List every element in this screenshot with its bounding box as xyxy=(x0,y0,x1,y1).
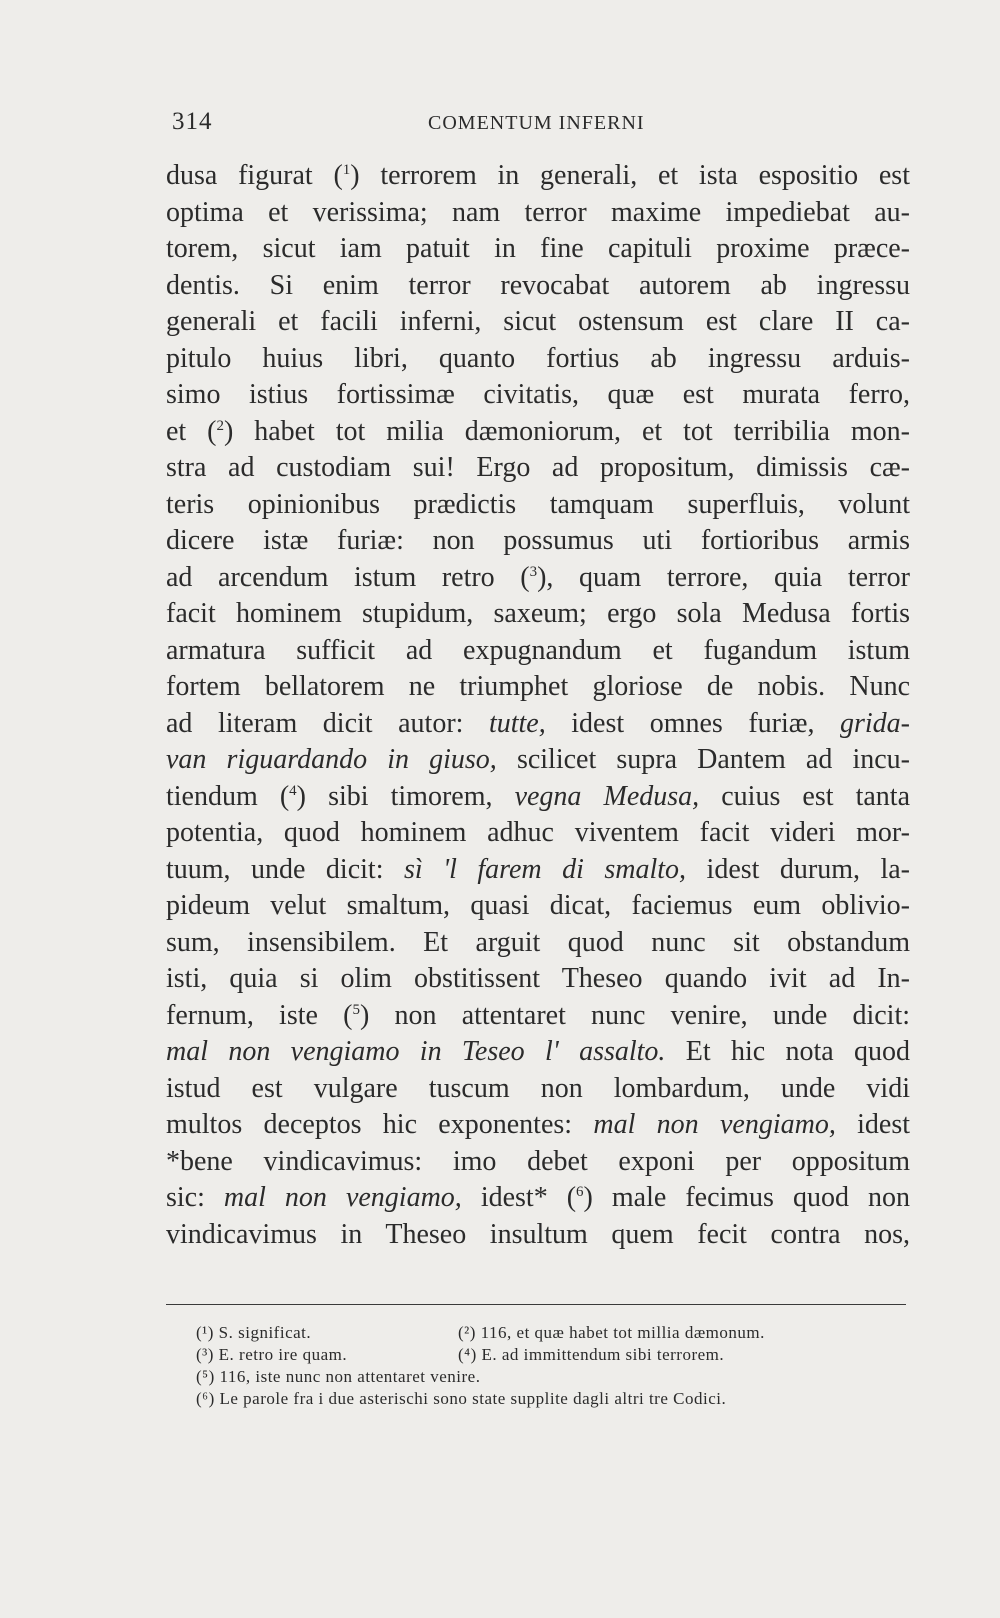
text-line xyxy=(166,523,910,560)
italic-quote: mal non vengiamo in Teseo l' assalto. xyxy=(166,1036,666,1067)
text-run: ) terrorem in generali, et ista espositio est xyxy=(350,160,910,191)
text-run: idest omnes furiæ, xyxy=(545,707,840,739)
text-line xyxy=(166,742,910,779)
text-line xyxy=(166,377,910,414)
italic-quote: mal non vengiamo, xyxy=(223,1182,462,1213)
footnote-marker: 1 xyxy=(342,162,351,178)
text-line xyxy=(166,706,910,743)
text-run: ) non attentaret nunc venire, unde dicit: xyxy=(359,999,910,1031)
commentary-text xyxy=(166,158,910,1253)
text-run: *bene vindicavimus: imo debet exponi per oppositum xyxy=(166,1145,910,1177)
text-line xyxy=(166,925,910,962)
text-run: scilicet supra Dantem ad incu- xyxy=(496,744,910,775)
text-run: ad literam dicit autor: xyxy=(166,707,489,739)
footnote-marker: 2 xyxy=(216,417,224,434)
text-line xyxy=(166,815,910,852)
text-run: tiendum ( xyxy=(166,780,290,812)
footnote-marker: 5 xyxy=(352,1001,360,1018)
footnote-divider xyxy=(166,1304,906,1305)
running-title: COMENTUM INFERNI xyxy=(428,112,645,134)
footnotes xyxy=(196,1322,916,1410)
text-line xyxy=(166,669,910,706)
text-run: istud est vulgare tuscum non lombardum, unde vidi xyxy=(166,1072,910,1104)
text-line xyxy=(166,158,910,195)
footnote-marker: 4 xyxy=(289,782,297,799)
text-run: idest* ( xyxy=(461,1182,577,1213)
text-run: Et hic nota quod xyxy=(665,1036,910,1067)
footnote-row xyxy=(196,1366,916,1388)
text-run: simo istius fortissimæ civitatis, quæ est murata ferro, xyxy=(166,379,910,410)
text-run: multos deceptos hic exponentes: xyxy=(166,1109,594,1140)
text-line xyxy=(166,633,910,670)
text-run: et ( xyxy=(166,415,217,447)
text-line xyxy=(166,341,910,378)
footnote-row xyxy=(196,1344,916,1366)
text-line xyxy=(166,414,910,451)
text-line xyxy=(166,888,910,925)
footnote: (⁶) Le parole fra i due asterischi sono state supplite dagli altri tre Codici. xyxy=(196,1389,727,1408)
italic-quote: grida- xyxy=(840,707,910,739)
footnote: (⁵) 116, iste nunc non attentaret venire. xyxy=(196,1367,481,1386)
italic-quote: sì 'l farem di smalto, xyxy=(403,853,687,885)
footnote-marker: 3 xyxy=(529,563,538,580)
footnote-marker: 6 xyxy=(576,1184,584,1200)
footnote: (⁴) E. ad immittendum sibi terrorem. xyxy=(458,1345,725,1364)
text-run: sic: xyxy=(166,1182,224,1213)
text-run: vindicavimus in Theseo insultum quem fecit contra nos, xyxy=(166,1218,910,1250)
italic-quote: tutte, xyxy=(488,707,546,739)
text-run: fortem bellatorem ne triumphet gloriose de nobis. Nunc xyxy=(166,671,910,702)
footnote-row xyxy=(196,1388,916,1410)
text-run: stra ad custodiam sui! Ergo ad propositum, dimissis cæ- xyxy=(166,452,910,483)
text-run: potentia, quod hominem adhuc viventem facit videri mor- xyxy=(166,817,910,848)
text-run: ) male fecimus quod non xyxy=(583,1182,910,1213)
text-line xyxy=(166,998,910,1035)
text-run: pideum velut smaltum, quasi dicat, faciemus eum oblivio- xyxy=(166,890,910,921)
italic-quote: vegna Medusa, xyxy=(514,780,700,812)
footnote: (³) E. retro ire quam. xyxy=(196,1345,348,1364)
text-line xyxy=(166,560,910,597)
text-run: teris opinionibus prædictis tamquam superfluis, volunt xyxy=(166,488,910,520)
text-line xyxy=(166,304,910,341)
text-run: ) habet tot milia dæmoniorum, et tot terribilia mon- xyxy=(223,415,910,447)
text-line xyxy=(166,1034,910,1071)
text-run: dentis. Si enim terror revocabat autorem ab ingressu xyxy=(166,269,910,301)
page-header xyxy=(172,108,912,148)
text-run: sum, insensibilem. Et arguit quod nunc sit obstandum xyxy=(166,926,910,958)
text-run: torem, sicut iam patuit in fine capituli proxime præce- xyxy=(166,233,910,264)
text-run: isti, quia si olim obstitissent Theseo quando ivit ad In- xyxy=(166,963,910,994)
text-run: optima et verissima; nam terror maxime impediebat au- xyxy=(166,196,910,228)
text-line xyxy=(166,487,910,524)
text-run: armatura sufficit ad expugnandum et fugandum istum xyxy=(166,634,910,666)
text-run: idest durum, la- xyxy=(686,853,911,885)
page-number: 314 xyxy=(172,108,213,135)
text-line xyxy=(166,1180,910,1217)
text-run: fernum, iste ( xyxy=(166,999,353,1031)
text-run: dusa figurat ( xyxy=(166,160,343,191)
text-line xyxy=(166,231,910,268)
text-line xyxy=(166,1217,910,1254)
text-run: tuum, unde dicit: xyxy=(166,853,404,885)
text-line xyxy=(166,1071,910,1108)
text-run: ), quam terrore, quia terror xyxy=(537,561,911,593)
text-line xyxy=(166,1107,910,1144)
italic-quote: van riguardando in giuso, xyxy=(166,744,497,775)
text-line xyxy=(166,450,910,487)
text-line xyxy=(166,779,910,816)
text-run: ad arcendum istum retro ( xyxy=(166,561,530,593)
footnote: (¹) S. significat. xyxy=(196,1323,312,1342)
footnote: (²) 116, et quæ habet tot millia dæmonum. xyxy=(458,1323,765,1342)
footnote-row xyxy=(196,1322,916,1344)
text-run: facit hominem stupidum, saxeum; ergo sola Medusa fortis xyxy=(166,598,910,629)
text-run: pitulo huius libri, quanto fortius ab ingressu arduis- xyxy=(166,342,910,374)
text-line xyxy=(166,961,910,998)
text-line xyxy=(166,195,910,232)
text-run: cuius est tanta xyxy=(699,780,911,812)
italic-quote: mal non vengiamo, xyxy=(593,1109,836,1140)
text-line xyxy=(166,1144,910,1181)
text-line xyxy=(166,852,910,889)
text-run: generali et facili inferni, sicut ostensum est clare II ca- xyxy=(166,306,910,337)
text-run: idest xyxy=(835,1109,911,1140)
text-run: ) sibi timorem, xyxy=(296,780,515,812)
text-line xyxy=(166,596,910,633)
text-line xyxy=(166,268,910,305)
text-run: dicere istæ furiæ: non possumus uti fortioribus armis xyxy=(166,525,910,556)
